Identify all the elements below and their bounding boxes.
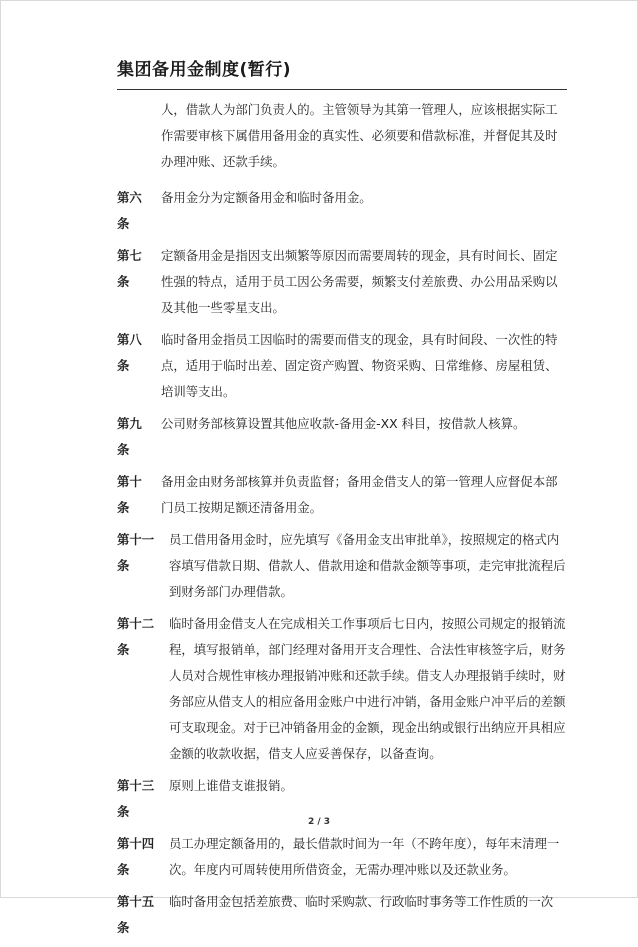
article-text: 公司财务部核算设置其他应收款-备用金-XX 科目，按借款人核算。 bbox=[161, 416, 526, 431]
article-label: 第十二条 bbox=[117, 616, 155, 657]
article-8 bbox=[117, 327, 569, 405]
article-label: 第九条 bbox=[117, 416, 142, 457]
article-label: 第七条 bbox=[117, 248, 142, 289]
article-11 bbox=[117, 527, 569, 605]
title-divider bbox=[117, 89, 567, 90]
article-6 bbox=[117, 185, 569, 237]
article-10 bbox=[117, 469, 569, 521]
document-title: 集团备用金制度(暂行) bbox=[117, 60, 292, 80]
article-label: 第十三条 bbox=[117, 778, 155, 819]
article-text: 备用金由财务部核算并负责监督；备用金借支人的第一管理人应督促本部门员工按期足额还清备用金。 bbox=[161, 474, 558, 515]
article-label: 第十五条 bbox=[117, 894, 155, 935]
article-label: 第八条 bbox=[117, 332, 142, 373]
article-text: 定额备用金是指因支出频繁等原因而需要周转的现金，具有时间长、固定性强的特点，适用于员工因公务需要，频繁支付差旅费、办公用品采购以及其他一些零星支出。 bbox=[161, 248, 558, 315]
page-number: 2 / 3 bbox=[307, 817, 331, 827]
article-text: 员工办理定额备用的，最长借款时间为一年（不跨年度），每年末清理一次。年度内可周转使用所借资金，无需办理冲账以及还款业务。 bbox=[169, 836, 560, 877]
article-label: 第十四条 bbox=[117, 836, 155, 877]
article-9 bbox=[117, 411, 569, 463]
continuation-paragraph: 人，借款人为部门负责人的。主管领导为其第一管理人，应该根据实际工作需要审核下属借用备用金的真实性、必须要和借款标准，并督促其及时办理冲账、还款手续。 bbox=[161, 102, 558, 169]
article-text: 备用金分为定额备用金和临时备用金。 bbox=[161, 190, 372, 205]
article-12 bbox=[117, 611, 569, 767]
article-text: 临时备用金包括差旅费、临时采购款、行政临时事务等工作性质的一次 bbox=[169, 894, 554, 909]
article-text: 临时备用金借支人在完成相关工作事项后七日内，按照公司规定的报销流程，填写报销单，部门经理对备用开支合理性、合法性审核签字后，财务人员对合规性审核办理报销冲账和还款手续。借支人办理报销手续时，财务部应从借支人的相应备用金账户中进行冲销，备用金账户冲平后的差额可支取现金。对于已冲销备用金的金额，现金出纳或银行出纳应开具相应金额的收款收据，借支人应妥善保存，以备查询。 bbox=[169, 616, 566, 761]
article-label: 第十条 bbox=[117, 474, 142, 515]
article-7 bbox=[117, 243, 569, 321]
article-text: 员工借用备用金时，应先填写《备用金支出审批单》，按照规定的格式内容填写借款日期、借款人、借款用途和借款金额等事项，走完审批流程后到财务部门办理借款。 bbox=[169, 532, 566, 599]
article-label: 第六条 bbox=[117, 190, 142, 231]
article-15 bbox=[117, 889, 569, 941]
article-text: 原则上谁借支谁报销。 bbox=[169, 778, 293, 793]
article-text: 临时备用金指员工因临时的需要而借支的现金，具有时间段、一次性的特点，适用于临时出差、固定资产购置、物资采购、日常维修、房屋租赁、培训等支出。 bbox=[161, 332, 558, 399]
article-14 bbox=[117, 831, 569, 883]
article-label: 第十一条 bbox=[117, 532, 155, 573]
